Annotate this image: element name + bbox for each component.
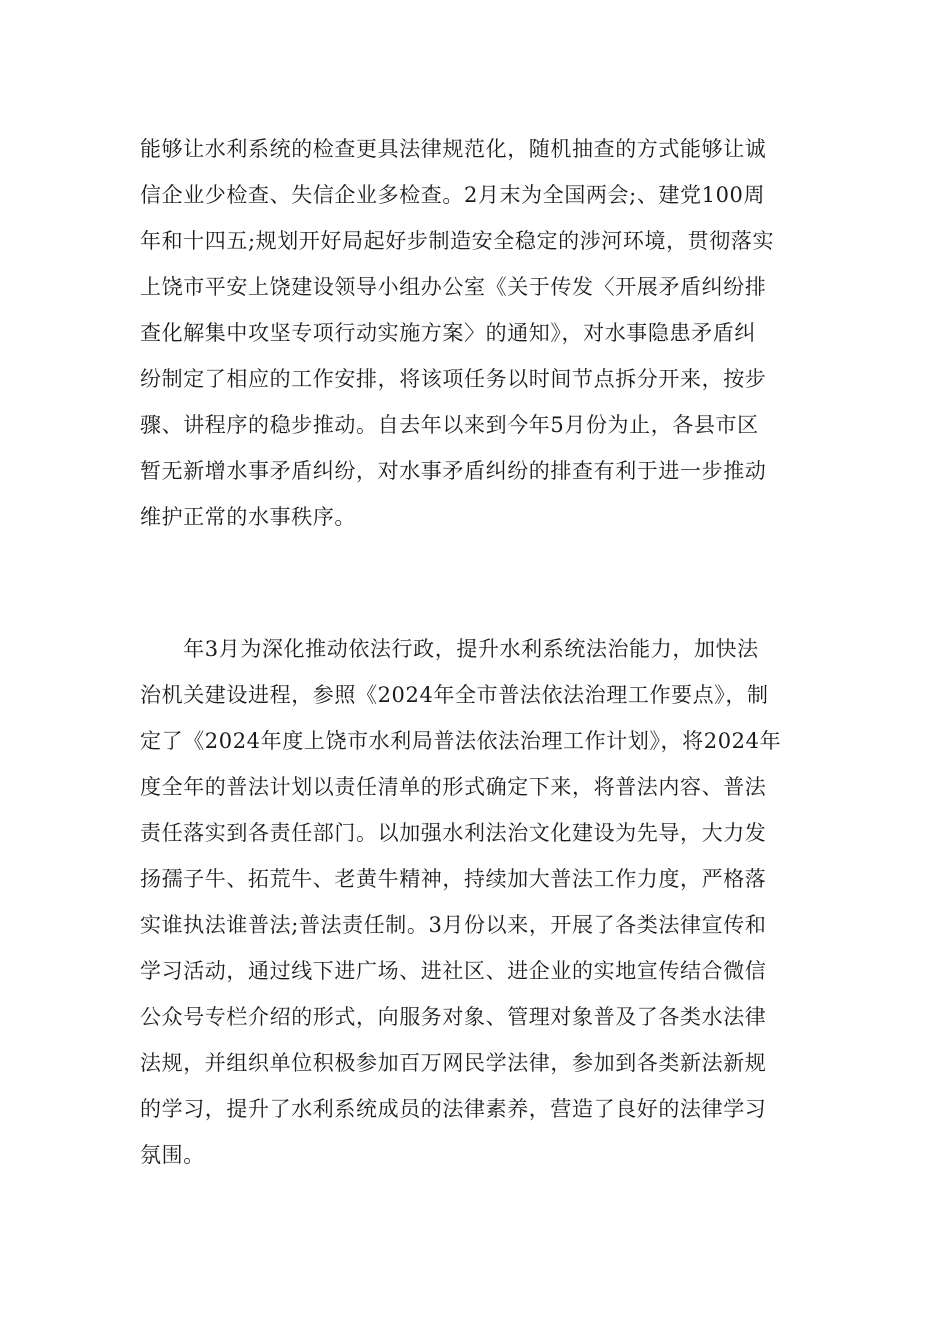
text-line: 查化解集中攻坚专项行动实施方案〉的通知》，对水事隐患矛盾纠 <box>140 321 756 345</box>
text-line: 治机关建设进程，参照《2024年全市普法依法治理工作要点》，制 <box>140 683 769 707</box>
text-line: 年3月为深化推动依法行政，提升水利系统法治能力，加快法 <box>140 637 759 661</box>
text-line: 法规，并组织单位积极参加百万网民学法律，参加到各类新法新规 <box>140 1051 767 1075</box>
text-line: 的学习，提升了水利系统成员的法律素养，营造了良好的法律学习 <box>140 1097 767 1121</box>
text-line: 实谁执法谁普法;普法责任制。3月份以来，开展了各类法律宣传和 <box>140 913 767 937</box>
text-line: 年和十四五;规划开好局起好步制造安全稳定的涉河环境，贯彻落实 <box>140 229 775 253</box>
text-line: 维护正常的水事秩序。 <box>140 505 356 529</box>
text-line: 纷制定了相应的工作安排，将该项任务以时间节点拆分开来，按步 <box>140 367 767 391</box>
text-line: 信企业少检查、失信企业多检查。2月末为全国两会;、建党100周 <box>140 183 766 207</box>
paragraph-legal-education <box>140 626 812 1178</box>
text-line: 上饶市平安上饶建设领导小组办公室《关于传发〈开展矛盾纠纷排 <box>140 275 767 299</box>
text-line: 责任落实到各责任部门。以加强水利法治文化建设为先导，大力发 <box>140 821 767 845</box>
text-line: 暂无新增水事矛盾纠纷，对水事矛盾纠纷的排查有利于进一步推动 <box>140 459 767 483</box>
text-line: 能够让水利系统的检查更具法律规范化，随机抽查的方式能够让诚 <box>140 137 767 161</box>
text-line: 扬孺子牛、拓荒牛、老黄牛精神，持续加大普法工作力度，严格落 <box>140 867 767 891</box>
paragraph-dispute-investigation <box>140 126 812 540</box>
text-line: 公众号专栏介绍的形式，向服务对象、管理对象普及了各类水法律 <box>140 1005 767 1029</box>
text-line: 学习活动，通过线下进广场、进社区、进企业的实地宣传结合微信 <box>140 959 767 983</box>
text-line: 度全年的普法计划以责任清单的形式确定下来，将普法内容、普法 <box>140 775 767 799</box>
text-line: 氛围。 <box>140 1143 205 1167</box>
text-line: 定了《2024年度上饶市水利局普法依法治理工作计划》，将2024年 <box>140 729 782 753</box>
text-line: 骤、讲程序的稳步推动。自去年以来到今年5月份为止，各县市区 <box>140 413 759 437</box>
